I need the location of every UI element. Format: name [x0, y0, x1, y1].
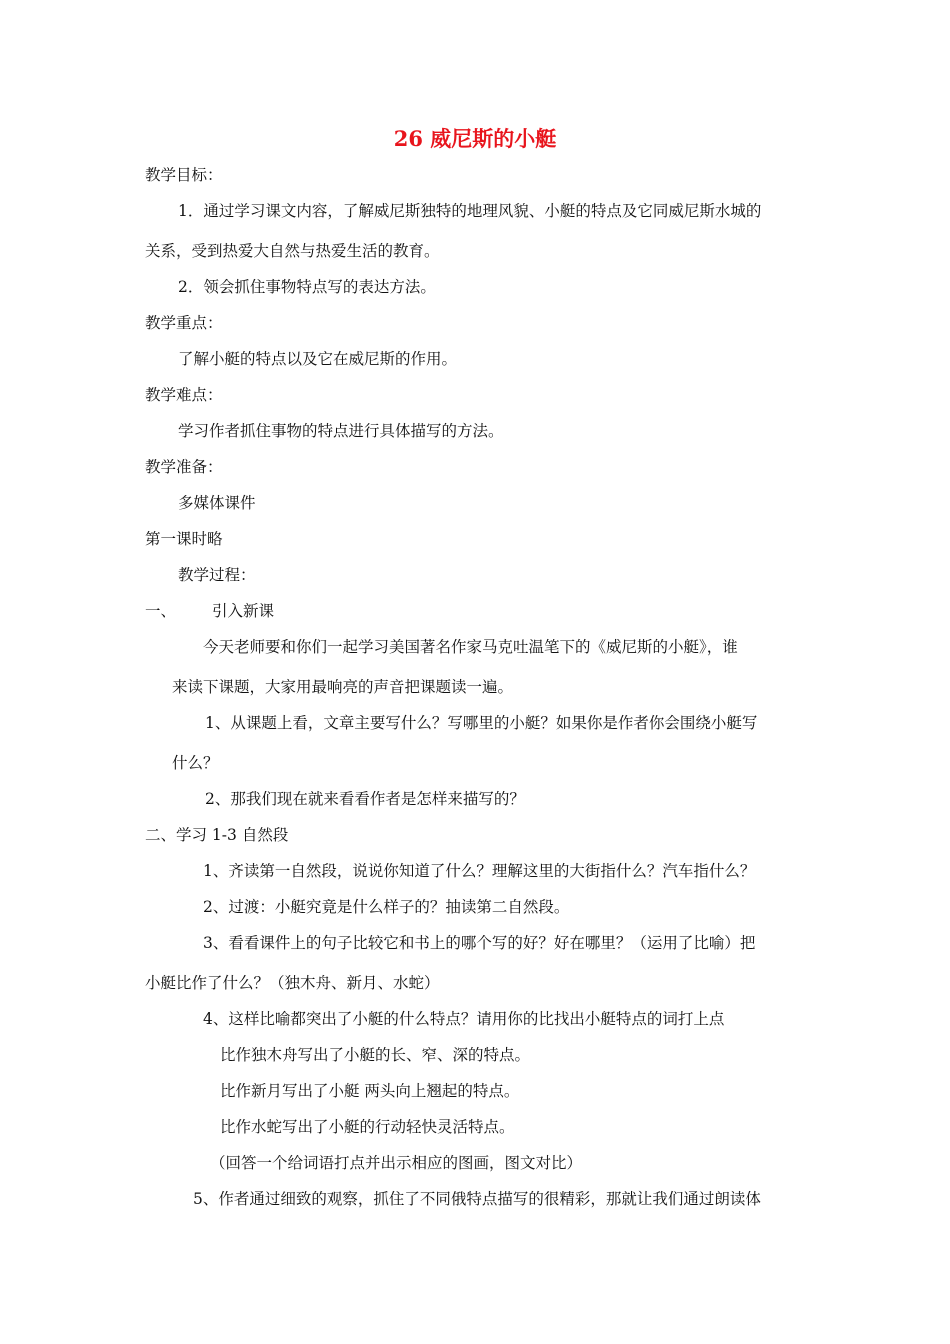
- document-title: 26 威尼斯的小艇: [393, 126, 557, 151]
- activity-note: （回答一个给词语打点并出示相应的图画，图文对比）: [210, 1154, 583, 1172]
- question-1: 1、从课题上看，文章主要写什么？写哪里的小艇？如果你是作者你会围绕小艇写: [205, 714, 758, 732]
- objective-2: 2．领会抓住事物特点写的表达方法。: [178, 278, 436, 296]
- heading-preparation: 教学准备：: [145, 458, 223, 476]
- step-3: 3、看看课件上的句子比较它和书上的哪个写的好？好在哪里？（运用了比喻）把: [203, 934, 756, 952]
- difficulty-text: 学习作者抓住事物的特点进行具体描写的方法。: [178, 422, 504, 440]
- key-point-text: 了解小艇的特点以及它在威尼斯的作用。: [178, 350, 458, 368]
- step-1: 1、齐读第一自然段，说说你知道了什么？理解这里的大街指什么？汽车指什么？: [203, 862, 756, 880]
- metaphor-snake: 比作水蛇写出了小艇的行动轻快灵活特点。: [220, 1118, 515, 1136]
- heading-objectives: 教学目标：: [145, 166, 223, 184]
- objective-1: 1．通过学习课文内容，了解威尼斯独特的地理风貌、小艇的特点及它同威尼斯水城的: [178, 202, 762, 220]
- step-3-cont: 小艇比作了什么？（独木舟、新月、水蛇）: [145, 974, 440, 992]
- intro-paragraph: 今天老师要和你们一起学习美国著名作家马克吐温笔下的《威尼斯的小艇》，谁: [203, 638, 738, 656]
- intro-paragraph-cont: 来读下课题，大家用最响亮的声音把课题读一遍。: [172, 678, 514, 696]
- objective-1-cont: 关系，受到热爱大自然与热爱生活的教育。: [145, 242, 440, 260]
- heading-key-points: 教学重点：: [145, 314, 223, 332]
- step-4: 4、这样比喻都突出了小艇的什么特点？请用你的比找出小艇特点的词打上点: [203, 1010, 725, 1028]
- step-2: 2、过渡：小艇究竟是什么样子的？抽读第二自然段。: [203, 898, 570, 916]
- heading-process: 教学过程：: [178, 566, 256, 584]
- section-2-heading: 二、学习 1-3 自然段: [145, 826, 289, 844]
- preparation-text: 多媒体课件: [178, 494, 256, 512]
- first-lesson-note: 第一课时略: [145, 530, 223, 548]
- step-5: 5、作者通过细致的观察，抓住了不同俄特点描写的很精彩，那就让我们通过朗读体: [193, 1190, 761, 1208]
- heading-difficulties: 教学难点：: [145, 386, 223, 404]
- section-1-number: 一、: [145, 602, 177, 620]
- section-1-title: 引入新课: [212, 602, 275, 620]
- metaphor-moon: 比作新月写出了小艇 两头向上翘起的特点。: [220, 1082, 520, 1100]
- question-1-cont: 什么？: [172, 754, 219, 772]
- question-2: 2、那我们现在就来看看作者是怎样来描写的？: [205, 790, 525, 808]
- metaphor-canoe: 比作独木舟写出了小艇的长、窄、深的特点。: [220, 1046, 531, 1064]
